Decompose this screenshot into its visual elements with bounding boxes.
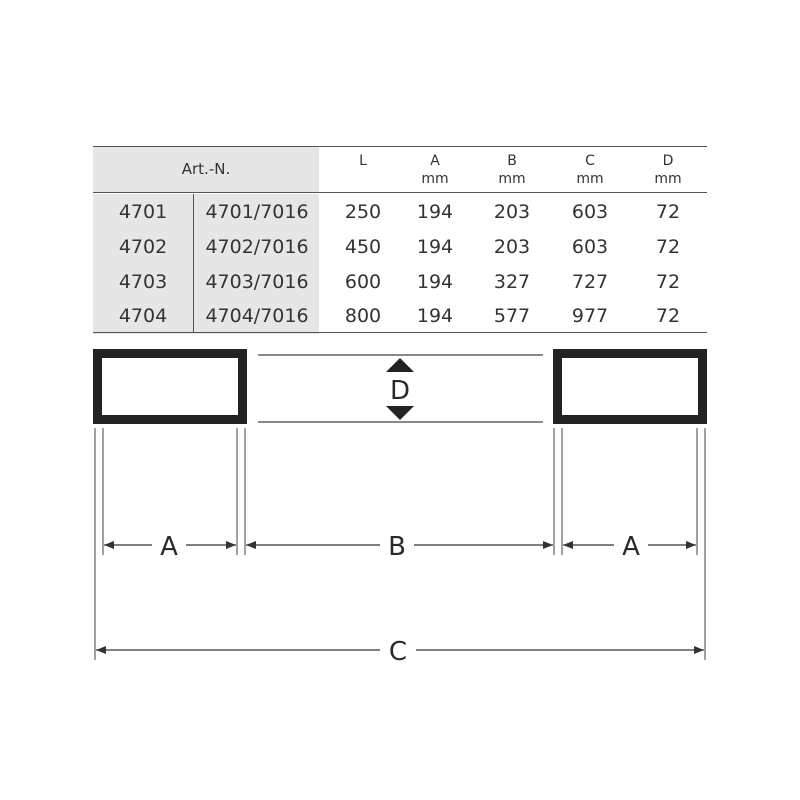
- row-3-b: 327: [493, 270, 531, 293]
- row-2-art: 4702: [118, 235, 168, 258]
- row-2-c: 603: [571, 235, 609, 258]
- row-1-art-variant: 4701/7016: [205, 200, 309, 223]
- column-header-l-key: L: [359, 153, 367, 169]
- c-label: C: [388, 637, 408, 667]
- column-header-c-key: C: [585, 153, 595, 169]
- a-right-arrow-left: [563, 541, 573, 549]
- row-3-c: 727: [571, 270, 609, 293]
- b-arrow-left: [246, 541, 256, 549]
- row-1-b: 203: [493, 200, 531, 223]
- row-4-c: 977: [571, 305, 609, 327]
- c-arrow-left: [96, 646, 106, 654]
- row-4-art: 4704: [118, 305, 168, 327]
- row-4-a: 194: [416, 305, 454, 327]
- row-4-d: 72: [655, 305, 681, 327]
- column-header-a-unit: mm: [421, 171, 449, 187]
- column-header-a-key: A: [430, 153, 440, 169]
- row-3-l: 600: [344, 270, 382, 293]
- right-frame: [558, 354, 703, 420]
- row-3-art-variant: 4703/7016: [205, 270, 309, 293]
- a-left-arrow-left: [104, 541, 114, 549]
- d-arrow-down: [386, 406, 414, 420]
- a-left-label: A: [160, 532, 178, 562]
- b-label: B: [388, 532, 406, 562]
- art-number-header: Art.-N.: [181, 160, 231, 178]
- row-1-c: 603: [571, 200, 609, 223]
- a-right-arrow-right: [686, 541, 696, 549]
- row-3-a: 194: [416, 270, 454, 293]
- row-4-b: 577: [493, 305, 531, 327]
- column-header-b-unit: mm: [498, 171, 526, 187]
- row-1-d: 72: [655, 200, 681, 223]
- column-header-b-key: B: [507, 153, 517, 169]
- column-header-d-key: D: [662, 153, 674, 169]
- left-frame: [98, 354, 243, 420]
- b-arrow-right: [543, 541, 553, 549]
- a-right-label: A: [622, 532, 640, 562]
- row-4-l: 800: [344, 305, 382, 327]
- row-2-a: 194: [416, 235, 454, 258]
- row-2-l: 450: [344, 235, 382, 258]
- row-2-d: 72: [655, 235, 681, 258]
- row-1-l: 250: [344, 200, 382, 223]
- row-2-art-variant: 4702/7016: [205, 235, 309, 258]
- a-left-arrow-right: [226, 541, 236, 549]
- d-arrow-up: [386, 358, 414, 372]
- column-header-d-unit: mm: [654, 171, 682, 187]
- row-1-a: 194: [416, 200, 454, 223]
- row-4-art-variant: 4704/7016: [205, 305, 309, 327]
- c-arrow-right: [694, 646, 704, 654]
- d-label: D: [389, 376, 411, 406]
- row-3-d: 72: [655, 270, 681, 293]
- row-1-art: 4701: [118, 200, 168, 223]
- column-header-c-unit: mm: [576, 171, 604, 187]
- row-2-b: 203: [493, 235, 531, 258]
- row-3-art: 4703: [118, 270, 168, 293]
